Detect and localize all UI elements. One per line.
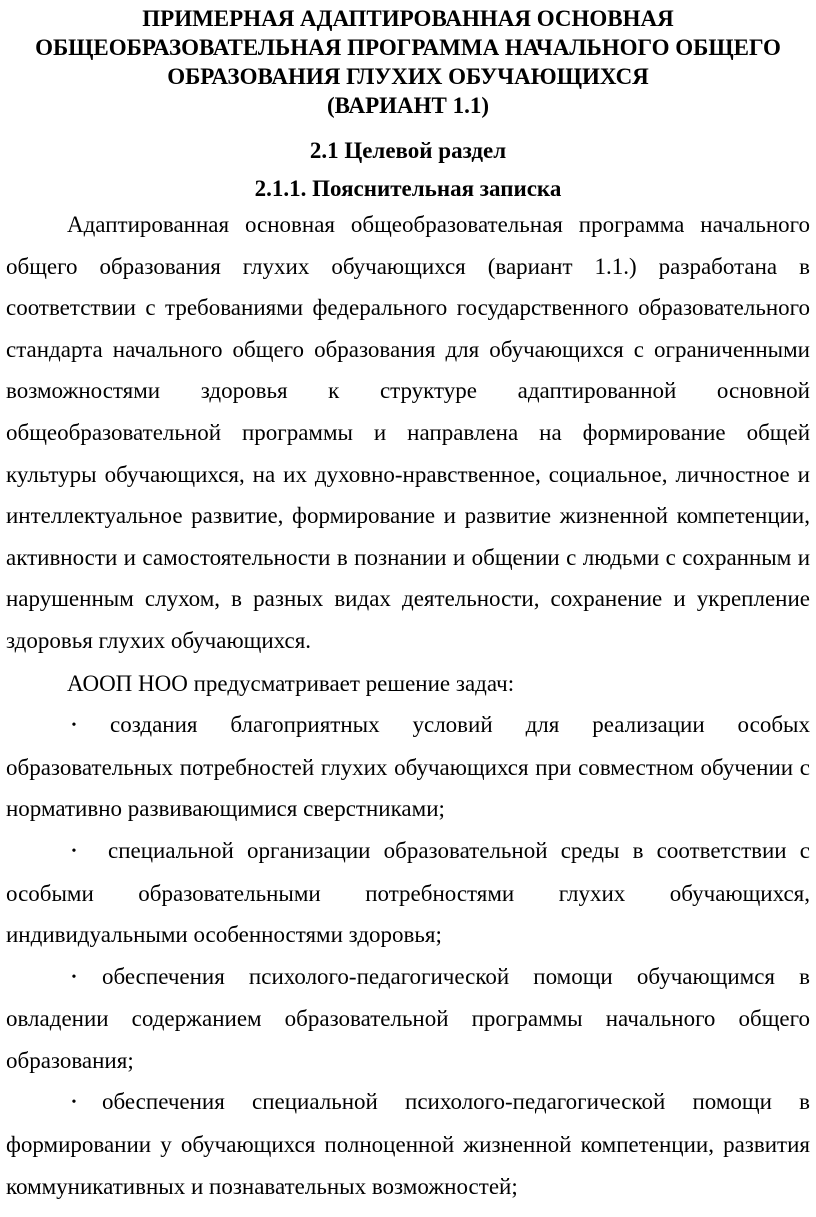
bullet-icon: • bbox=[71, 969, 77, 985]
list-item-text: специальной организации образовательной среды в соответствии с особыми образовательными потребностями глухих обучающихся, индивидуальными особенностями здоровья; bbox=[6, 837, 810, 948]
list-item-text: обеспечения специальной психолого-педагогической помощи в формировании у обучающихся полноценной жизненной компетенции, развития коммуникативных и познавательных возможностей; bbox=[6, 1089, 810, 1199]
bullet-icon: • bbox=[71, 843, 77, 859]
section-heading: 2.1 Целевой раздел bbox=[309, 138, 507, 163]
document-title bbox=[6, 4, 810, 120]
title-line-3: ОБРАЗОВАНИЯ ГЛУХИХ ОБУЧАЮЩИХСЯ bbox=[167, 64, 649, 89]
bullet-icon: • bbox=[71, 718, 77, 734]
list-item bbox=[6, 704, 810, 830]
list-item bbox=[6, 830, 810, 956]
paragraph-intro: Адаптированная основная общеобразовательная программа начального общего образования глухих обучающихся (вариант 1.1.) разработана в соответствии с требованиями федерального государственного образовательного стандарта начального общего образования для обучающихся с ограниченными возможностями здоровья к структуре адаптированной основной общеобразовательной программы и направлена на формирование общей культуры обучающихся, на их духовно-нравственное, социальное, личностное и интеллектуальное развитие, формирование и развитие жизненной компетенции, активности и самостоятельности в познании и общении с людьми с сохранным и нарушенным слухом, в разных видах деятельности, сохранение и укрепление здоровья глухих обучающихся. bbox=[6, 212, 810, 653]
subsection-heading: 2.1.1. Пояснительная записка bbox=[254, 176, 562, 201]
bullet-icon: • bbox=[71, 1095, 77, 1111]
list-item bbox=[6, 1081, 810, 1207]
paragraph-tasks-lead: АООП НОО предусматривает решение задач: bbox=[67, 670, 515, 696]
list-item-text: создания благоприятных условий для реализации особых образовательных потребностей глухих обучающихся при совместном обучении с нормативно развивающимися сверстниками; bbox=[6, 712, 810, 822]
list-item bbox=[6, 956, 810, 1082]
title-line-4: (ВАРИАНТ 1.1) bbox=[326, 93, 490, 118]
title-line-1: ПРИМЕРНАЯ АДАПТИРОВАННАЯ ОСНОВНАЯ bbox=[142, 6, 674, 31]
title-line-2: ОБЩЕОБРАЗОВАТЕЛЬНАЯ ПРОГРАММА НАЧАЛЬНОГО ОБЩЕГО bbox=[35, 35, 781, 60]
list-item-text: обеспечения психолого-педагогической помощи обучающимся в овладении содержанием образовательной программы начального общего образования; bbox=[6, 963, 810, 1073]
